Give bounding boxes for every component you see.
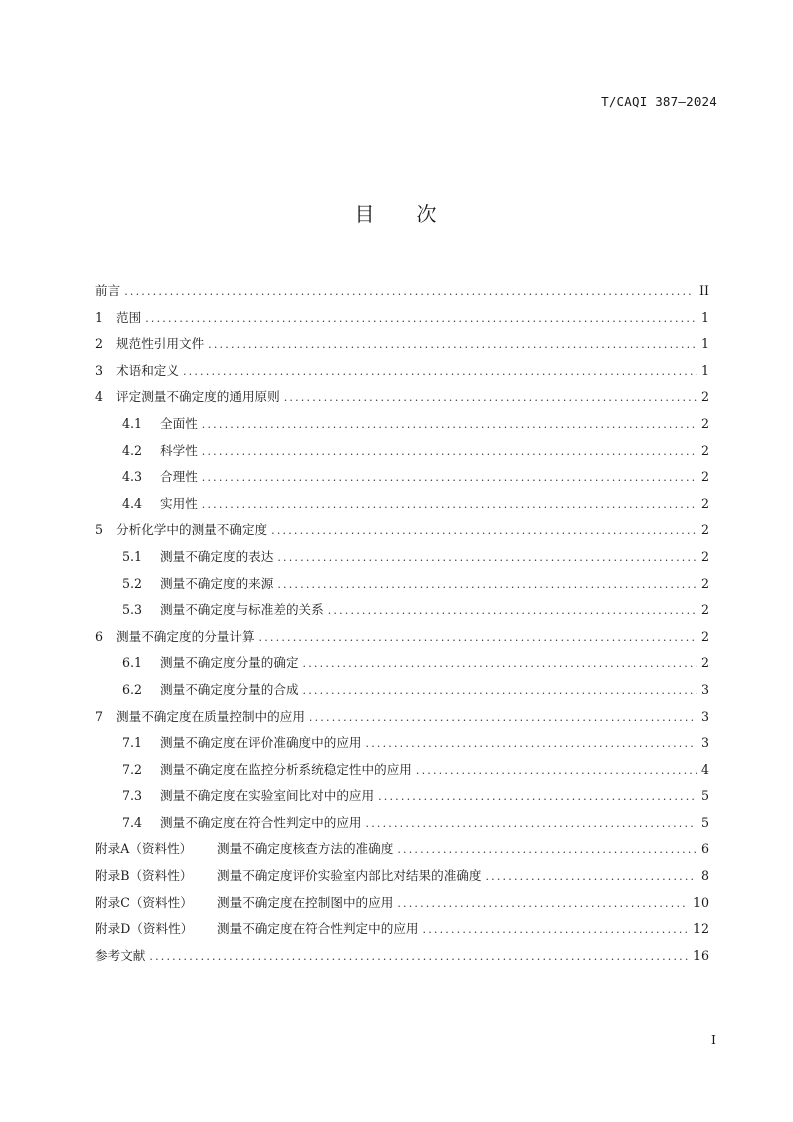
page-title-right: 次 — [416, 202, 439, 226]
toc-entry-page: 8 — [700, 868, 709, 884]
toc-entry[interactable] — [95, 307, 709, 334]
toc-entry-label: 分析化学中的测量不确定度 — [116, 522, 268, 538]
toc-entry-page: 1 — [700, 336, 709, 352]
toc-entry-page: 16 — [692, 947, 709, 963]
toc-entry-page: 2 — [700, 602, 709, 618]
toc-entry-label: 术语和定义 — [116, 362, 179, 378]
toc-entry[interactable] — [95, 892, 709, 919]
toc-entry-number: 附录C（资料性） — [95, 894, 193, 910]
toc-entry-label: 测量不确定度分量的确定 — [160, 655, 299, 671]
toc-entry-page: 2 — [700, 628, 709, 644]
toc-entry-page: 2 — [700, 548, 709, 564]
toc-entry-label: 规范性引用文件 — [116, 336, 205, 352]
toc-entry-label: 测量不确定度核查方法的准确度 — [217, 841, 394, 857]
toc-entry[interactable] — [95, 652, 709, 679]
toc-entry-number: 7.2 — [122, 761, 143, 777]
toc-entry[interactable] — [95, 918, 709, 945]
toc-leader-dots — [397, 843, 697, 856]
toc-entry-number: 4.1 — [122, 415, 143, 431]
toc-entry[interactable] — [95, 440, 709, 467]
toc-entry[interactable] — [95, 706, 709, 733]
toc-entry-number: 5.3 — [122, 602, 143, 618]
toc-entry-number: 1 — [95, 309, 104, 325]
toc-entry-page: 2 — [700, 575, 709, 591]
page-title — [0, 198, 793, 227]
toc-entry-number: 4.3 — [122, 469, 143, 485]
toc-entry[interactable] — [95, 280, 709, 307]
toc-leader-dots — [366, 737, 697, 750]
toc-entry-number: 4.2 — [122, 442, 143, 458]
toc-entry-label: 测量不确定度在监控分析系统稳定性中的应用 — [160, 761, 412, 777]
toc-entry-page: 6 — [700, 841, 709, 857]
toc-entry-number: 5.1 — [122, 548, 143, 564]
toc-entry-label: 测量不确定度在符合性判定中的应用 — [217, 921, 419, 937]
toc-entry[interactable] — [95, 626, 709, 653]
toc-leader-dots — [485, 870, 697, 883]
toc-entry-page: II — [699, 283, 709, 298]
toc-leader-dots — [309, 711, 697, 724]
toc-entry-page: 4 — [700, 761, 709, 777]
toc-entry-page: 10 — [692, 894, 709, 910]
toc-entry-label: 测量不确定度分量的合成 — [160, 681, 299, 697]
toc-entry-page: 1 — [700, 362, 709, 378]
toc-entry-number: 3 — [95, 362, 104, 378]
toc-entry[interactable] — [95, 573, 709, 600]
toc-leader-dots — [423, 923, 689, 936]
toc-entry-label: 前言 — [95, 283, 121, 298]
toc-entry-page: 3 — [700, 681, 709, 697]
toc-entry-number: 4 — [95, 389, 104, 405]
toc-entry-number: 5 — [95, 522, 104, 538]
toc-leader-dots — [277, 578, 697, 591]
toc-entry[interactable] — [95, 519, 709, 546]
toc-leader-dots — [208, 338, 697, 351]
toc-entry-label: 测量不确定度在控制图中的应用 — [217, 894, 394, 910]
document-number: T/CAQI 387—2024 — [601, 94, 717, 109]
page-number: I — [711, 1032, 716, 1047]
table-of-contents — [95, 280, 709, 971]
toc-entry-label: 测量不确定度与标准差的关系 — [160, 602, 324, 618]
toc-entry-number: 7.4 — [122, 814, 143, 830]
toc-entry[interactable] — [95, 360, 709, 387]
toc-entry-label: 合理性 — [160, 469, 198, 485]
toc-entry-page: 3 — [700, 708, 709, 724]
toc-entry-number: 6.2 — [122, 681, 143, 697]
toc-leader-dots — [397, 897, 689, 910]
toc-entry[interactable] — [95, 546, 709, 573]
toc-leader-dots — [149, 950, 689, 963]
toc-entry-label: 全面性 — [160, 415, 198, 431]
toc-leader-dots — [202, 418, 697, 431]
toc-entry-label: 测量不确定度的表达 — [160, 548, 274, 564]
toc-entry-page: 2 — [700, 469, 709, 485]
toc-entry-number: 7.1 — [122, 735, 143, 751]
toc-entry[interactable] — [95, 333, 709, 360]
toc-entry[interactable] — [95, 785, 709, 812]
toc-entry-label: 评定测量不确定度的通用原则 — [116, 389, 280, 405]
toc-entry-page: 5 — [700, 788, 709, 804]
toc-leader-dots — [284, 391, 697, 404]
toc-leader-dots — [277, 551, 697, 564]
toc-leader-dots — [183, 365, 697, 378]
toc-leader-dots — [202, 445, 697, 458]
toc-entry-label: 测量不确定度的分量计算 — [116, 628, 255, 644]
toc-entry-page: 3 — [700, 735, 709, 751]
toc-entry-label: 测量不确定度的来源 — [160, 575, 274, 591]
toc-entry-page: 2 — [700, 389, 709, 405]
toc-leader-dots — [202, 471, 697, 484]
toc-entry-number: 7 — [95, 708, 104, 724]
toc-entry-number: 7.3 — [122, 788, 143, 804]
toc-entry-number: 6.1 — [122, 655, 143, 671]
toc-entry-label: 科学性 — [160, 442, 198, 458]
toc-leader-dots — [145, 312, 697, 325]
toc-leader-dots — [124, 285, 695, 298]
toc-entry[interactable] — [95, 945, 709, 972]
toc-entry-page: 5 — [700, 814, 709, 830]
toc-entry-number: 附录D（资料性） — [95, 921, 194, 937]
toc-leader-dots — [378, 790, 697, 803]
toc-leader-dots — [303, 684, 697, 697]
toc-leader-dots — [328, 604, 697, 617]
toc-entry-label: 测量不确定度在实验室间比对中的应用 — [160, 788, 375, 804]
toc-entry-page: 2 — [700, 442, 709, 458]
toc-entry-number: 4.4 — [122, 495, 143, 511]
toc-entry-label: 测量不确定度在质量控制中的应用 — [116, 708, 305, 724]
toc-entry-label: 测量不确定度评价实验室内部比对结果的准确度 — [217, 868, 482, 884]
toc-entry[interactable] — [95, 865, 709, 892]
toc-entry[interactable] — [95, 812, 709, 839]
toc-entry-page: 1 — [700, 309, 709, 325]
toc-entry[interactable] — [95, 599, 709, 626]
toc-leader-dots — [416, 764, 697, 777]
toc-leader-dots — [303, 657, 697, 670]
toc-leader-dots — [202, 498, 697, 511]
toc-entry[interactable] — [95, 386, 709, 413]
toc-entry-number: 2 — [95, 336, 104, 352]
toc-leader-dots — [259, 631, 697, 644]
page-title-left: 目 — [354, 202, 377, 226]
toc-entry-page: 2 — [700, 495, 709, 511]
toc-entry[interactable] — [95, 493, 709, 520]
toc-entry-label: 实用性 — [160, 495, 198, 511]
toc-entry[interactable] — [95, 466, 709, 493]
toc-entry[interactable] — [95, 413, 709, 440]
toc-entry[interactable] — [95, 679, 709, 706]
toc-entry[interactable] — [95, 759, 709, 786]
toc-entry[interactable] — [95, 838, 709, 865]
toc-entry-label: 测量不确定度在评价准确度中的应用 — [160, 735, 362, 751]
toc-entry-number: 附录B（资料性） — [95, 868, 193, 884]
toc-entry-number: 6 — [95, 628, 104, 644]
toc-entry-label: 测量不确定度在符合性判定中的应用 — [160, 814, 362, 830]
toc-entry-number: 5.2 — [122, 575, 143, 591]
toc-entry-page: 2 — [700, 415, 709, 431]
toc-entry-label: 范围 — [116, 309, 142, 325]
toc-entry-page: 2 — [700, 522, 709, 538]
toc-entry-page: 2 — [700, 655, 709, 671]
toc-entry[interactable] — [95, 732, 709, 759]
toc-leader-dots — [271, 524, 697, 537]
toc-entry-page: 12 — [692, 921, 709, 937]
toc-entry-number: 附录A（资料性） — [95, 841, 193, 857]
toc-entry-label: 参考文献 — [95, 947, 146, 963]
toc-leader-dots — [366, 817, 697, 830]
